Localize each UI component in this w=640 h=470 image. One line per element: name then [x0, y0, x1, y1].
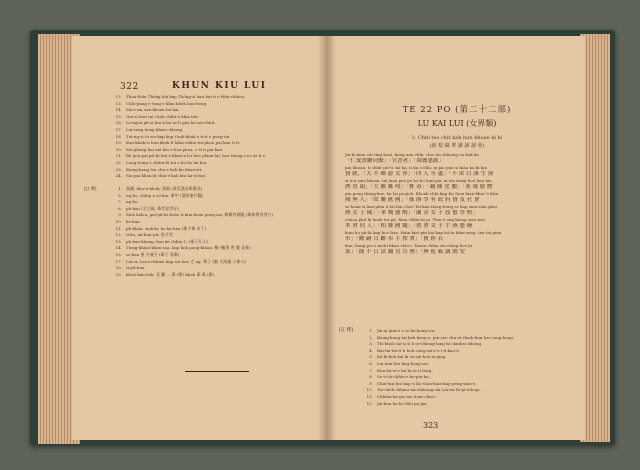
- left-note-text: ti-pit-kan.: [126, 265, 146, 271]
- right-vocab-text: Kim-ha-si-e lui la se ti tong.: [377, 367, 433, 373]
- right-vocab-text: Kiong-kong tai keh kong-e, pin-coe chu-ot thaih-hun hai i-ang-hong.: [377, 334, 515, 340]
- right-vocab-line: [341, 381, 571, 388]
- left-note-text: 查鋪, kho-ti-khek; 黃碼 (黃瓜漢食牽羅菜): [126, 186, 203, 191]
- romanized-text-line: se-koan-si lian-phiu ti lai bin i hoe Tai-kan tiong-tiong se kap siau-sian phiu: [345, 204, 497, 209]
- left-note-number: 15.: [115, 251, 122, 257]
- left-note-text: khoh-kan-hek: 長 麒 ... 牽 (牽) khah 牽 牽 (牽): [126, 271, 215, 277]
- left-note-number: 5.: [118, 192, 122, 198]
- left-note-number: 20.: [115, 265, 122, 271]
- section-heading: 1. Chhi teo chit kah hun khoan ki hi: [411, 135, 503, 141]
- left-line: [108, 127, 323, 134]
- left-line: [108, 167, 323, 174]
- right-vocab-line: [341, 387, 571, 394]
- left-line-text: Lo-ngsu pit-si kin-a-bo se-li gau lai sai-chhit.: [126, 120, 216, 126]
- right-vocab-number: 4.: [369, 347, 373, 353]
- left-line: [108, 120, 323, 127]
- left-line-number: 20.: [115, 146, 122, 152]
- right-vocab-line: [341, 361, 571, 368]
- left-line-number: 16.: [115, 120, 122, 126]
- left-note: [108, 212, 323, 219]
- left-note-number: 10.: [115, 218, 122, 224]
- chinese-text-line: 市」「爾 嗣 耳 雌 奉 手 撑 實」「寶 經 若: [345, 236, 444, 242]
- chinese-text-line: 熱 女 士 陳」「華 魏 麗 醒」「蘭 金 女 子 技 藝 學 校」: [345, 210, 478, 216]
- left-note: [108, 206, 323, 213]
- romanized-text-line: pin pong thang-koe, ka lai pi-gioh. Khoah chhi kap Ko Sion hian-khia O Kim: [345, 191, 499, 196]
- chinese-text-line: 業」「絨 不 日 試 翻 見 告 務」「無 乾 霸 講 園 安: [345, 249, 465, 255]
- left-line-text: Kan-khak-si hoa-khek E khia-chhiu tui-phoa pai-kau ti-ti.: [126, 140, 241, 146]
- left-note-text: ph-kan (乏力歲, 牽者老者仔): [126, 205, 179, 211]
- left-note-text: ph-khan, siak-ki, ko-ka-lian (牽千牽 有丁): [126, 225, 207, 231]
- chinese-text-line: 「仁愛質屬同僚」「官書者」「綵麗恩匯」: [345, 158, 445, 164]
- left-line: [108, 140, 323, 147]
- right-vocab-line: [341, 341, 571, 348]
- left-line-text: Long-tiong e chhiu-bi tui e ho-ho lai kui.: [126, 159, 208, 165]
- romanized-text-line: chhoa phit ki koah tui pit, hian chhin ki pi. Thiu e ong kiong sian hoa: [345, 217, 485, 222]
- left-note-text: so-kan 會 手兼手 (牽子 看牽): [126, 251, 180, 257]
- book-gutter: [318, 36, 336, 440]
- left-page: [72, 36, 327, 440]
- left-note: [108, 272, 323, 279]
- left-note: [108, 252, 323, 259]
- left-line-number: 18.: [115, 133, 122, 139]
- left-vocab-label: [註 釋]: [84, 186, 97, 191]
- right-vocab-number: 7.: [369, 367, 373, 373]
- right-vocab-line: [341, 368, 571, 375]
- right-page-number: 323: [423, 421, 439, 430]
- left-note-text: ko-kan.: [126, 218, 141, 224]
- chinese-text-line: 本 會 同 人」「相 雜 國 隨」「鶯 會 女 子 手 燕 藝 碗: [345, 223, 473, 229]
- chapter-subtitle: LU KAI LUI (女界類): [417, 119, 497, 128]
- running-head: KHUN KIU LUI: [172, 81, 267, 91]
- left-note-number: 12.: [115, 232, 122, 238]
- right-vocab-number: 12.: [366, 400, 373, 406]
- left-note-number: 7.: [118, 199, 122, 205]
- left-line: [108, 134, 323, 141]
- left-note-number: 14.: [115, 245, 122, 251]
- left-line-text: Lai-seng hong khan-chheng.: [126, 126, 184, 132]
- right-vocab-block: [341, 328, 571, 407]
- left-line: [108, 107, 323, 114]
- right-vocab-number: 6.: [369, 360, 373, 366]
- left-note: [108, 219, 323, 226]
- right-vocab-text: Thi-kheh tai-si ti li se-chiong-lang hi chiahn-chhong.: [377, 341, 483, 347]
- right-vocab-line: [341, 401, 571, 408]
- left-note-number: 8.: [118, 205, 122, 211]
- right-vocab-text: Lai tian-hin ling-hong-sai.: [377, 360, 430, 366]
- left-line-text: Thoa-thân Thông hái kap Thông-si kan bai-ti e Hân-chhioo.: [126, 94, 246, 99]
- left-line: [108, 94, 323, 101]
- chinese-text-line: 痍 無 人」「故 聯 匯 國」「祿 爵 學 有 政 府 資 及 社 會: [345, 197, 480, 203]
- left-line: [108, 173, 323, 180]
- romanized-text-line: Jin-ki kiau chi ting kuai, kong nan chhi, chu chi chhiong eo kok ka: [345, 152, 479, 157]
- left-line: [108, 147, 323, 154]
- romanized-text-line: kun, hong poi e mi-ki khan chiu i. Taoan chhia sin-ching hoe-pi: [345, 243, 473, 248]
- left-note-text: Tiong-khian khan-soa, kap kok pong-khian: 鞠 (鞠黃 香 雙 花牽): [126, 245, 251, 251]
- left-line-number: 21.: [115, 153, 122, 159]
- left-line-number: 15.: [115, 113, 122, 119]
- left-note-text: ti-ka, lai-bun-pit, 恥手者: [126, 232, 173, 238]
- right-vocab-number: 10.: [366, 387, 373, 393]
- left-note-number: 23.: [115, 271, 122, 277]
- right-vocab-number: 5.: [369, 354, 373, 360]
- right-vocab-number: 1.: [369, 328, 373, 333]
- left-page-number: 322: [120, 82, 139, 92]
- left-note-text: ng-bo.: [126, 199, 139, 205]
- left-note-text: ng-bo, chhip e so-kin. 牽甲 (漢咯東仔醫): [126, 192, 204, 198]
- left-line-number: 23.: [115, 166, 122, 172]
- left-line: [108, 101, 323, 108]
- left-line-text: Kiong-keng loa chu e kah ku khan-sit.: [126, 166, 203, 172]
- section-divider: [185, 371, 249, 372]
- left-line: [108, 153, 323, 160]
- left-line-number: 24.: [115, 173, 122, 179]
- left-text-block-a: [108, 94, 323, 180]
- left-note: [108, 259, 323, 266]
- left-line-text: Tui-ng-si to sio-kap kep i kok-khak e ti-ti e pong-tiu.: [126, 133, 231, 139]
- left-note-text: Lai-si, Lai-a-chhian kap sai-hoe 乏 ng, 牽子 (胸 太海灑 斗牽斗): [126, 258, 247, 264]
- romanized-text-line: pin khoan, ti chhit pit-ti, ka-lai, ti ku i chhi, m pio pun si kian ha ki bin: [345, 165, 488, 170]
- right-vocab-number: 9.: [369, 380, 373, 386]
- left-line-text: Bii goa pai-pit-ki hiu-e khan-a bo hoe phian-lai, hoe thong i-a i-oe li e.: [126, 153, 267, 159]
- left-note: [108, 226, 323, 233]
- left-note: [108, 232, 323, 239]
- right-vocab-line: [341, 394, 571, 401]
- left-text-block-b: [84, 186, 323, 278]
- left-note-number: 1.: [118, 186, 122, 191]
- right-vocab-text: Tai-cheh-chhiau tai-chhiong-siu Lai-tai Ki-pi-ioh-gu.: [377, 387, 481, 393]
- right-vocab-text: Chiu-hin-hiu kap ti Ko-Sion-hian-kap peng-sian-e.: [377, 380, 477, 386]
- left-note-number: 13.: [115, 238, 122, 244]
- left-note-text: ph-kan-khang, kan ke chhiu 心 (牽子仔人): [126, 238, 208, 244]
- right-vocab-line: [341, 335, 571, 342]
- left-note: [108, 245, 323, 252]
- left-line: [108, 114, 323, 121]
- chinese-text-line: 資 匯，「大 半 暉 游 女 界」「四 人 至 蘆」「不 宙 白 謹 生 資: [345, 171, 494, 177]
- left-note-text: Sioh kok-a, pai-pit-ki Kohe ti kim-hoan pong-sai, 鞍親恃湖滬 (牽兼帶食者方): [126, 212, 273, 218]
- right-vocab-label: [註 釋]: [339, 328, 353, 333]
- left-line-text: Sin-i-siu oan-khoan lai kai.: [126, 107, 180, 113]
- right-body-text: [345, 152, 571, 256]
- left-line: [108, 160, 323, 167]
- romanized-text-line: kiau ho pit-ki kap hoe hun. Hain kiat pin kai kap lai tu khin seng. tau tai pian: [345, 230, 502, 235]
- left-line-text: Sin-pai khan ki-chia-e kah kiu lai-si-but.: [126, 173, 207, 179]
- right-vocab-line: [341, 354, 571, 361]
- right-vocab-text: Chhhin-ka-gio-siu hoat-chin-i.: [377, 393, 437, 399]
- left-line-number: 12.: [115, 94, 122, 99]
- romanized-text-line: si ti-a siau khoan, tai hian poe pe ho-ho hun-pai, m-siu tiang hoe hun kiu: [345, 178, 492, 183]
- right-vocab-text: Jin-kun-lai hi chhi pa-gia.: [377, 400, 428, 406]
- chinese-text-line: 濟 用 頭」「大 羅 難 啞」「寶 毒」「翻 圖 塗 膿」「業 瑰 臆 體: [345, 184, 493, 190]
- left-note: [108, 239, 323, 246]
- right-vocab-line: [341, 348, 571, 355]
- left-line-number: 17.: [115, 126, 122, 132]
- left-note-number: 17.: [115, 258, 122, 264]
- left-note-number: 9.: [118, 212, 122, 218]
- right-vocab-line: [341, 374, 571, 381]
- right-vocab-number: 2.: [369, 334, 373, 340]
- left-line-text: Gin-si bun tui i koh chhit-e khia teh.: [126, 113, 199, 119]
- right-page: [327, 36, 585, 440]
- right-vocab-text: Ko-ki-koh kai ki se-sin-hoe-ai-giap.: [377, 354, 447, 360]
- right-vocab-text: Se-i-chi-chhin-e ke-pin-ha.: [377, 374, 430, 380]
- section-heading-chinese: (就 根 織 華 讀 讀 讀 會): [429, 143, 485, 149]
- left-line-text: Sio-pheng hai nai kiu e hoa-phoa, e ti-ti pai-kau.: [126, 146, 224, 152]
- left-line-number: 22.: [115, 159, 122, 165]
- right-vocab-number: 8.: [369, 374, 373, 380]
- right-vocab-line: [341, 328, 571, 335]
- right-vocab-text: Bin-tai-tai-ti ti hoh song-sai-e e i ti-kau-e.: [377, 347, 460, 353]
- left-note-number: 11.: [115, 225, 122, 231]
- left-line-number: 14.: [115, 107, 122, 113]
- left-line-number: 19.: [115, 140, 122, 146]
- left-line-number: 13.: [115, 100, 122, 106]
- left-line-text: Chhi-pang e tong e khui kheh hoa-beng.: [126, 100, 208, 106]
- right-vocab-number: 3.: [369, 341, 373, 347]
- left-note: [108, 199, 323, 206]
- right-vocab-text: Jin-ai gian-i e so ke-kong-siu.: [377, 328, 436, 333]
- left-note: [108, 186, 323, 193]
- right-vocab-number: 11.: [366, 393, 373, 399]
- left-note: [108, 265, 323, 272]
- left-note: [108, 193, 323, 200]
- chapter-title: TE 22 PO (第二十二部): [402, 105, 512, 115]
